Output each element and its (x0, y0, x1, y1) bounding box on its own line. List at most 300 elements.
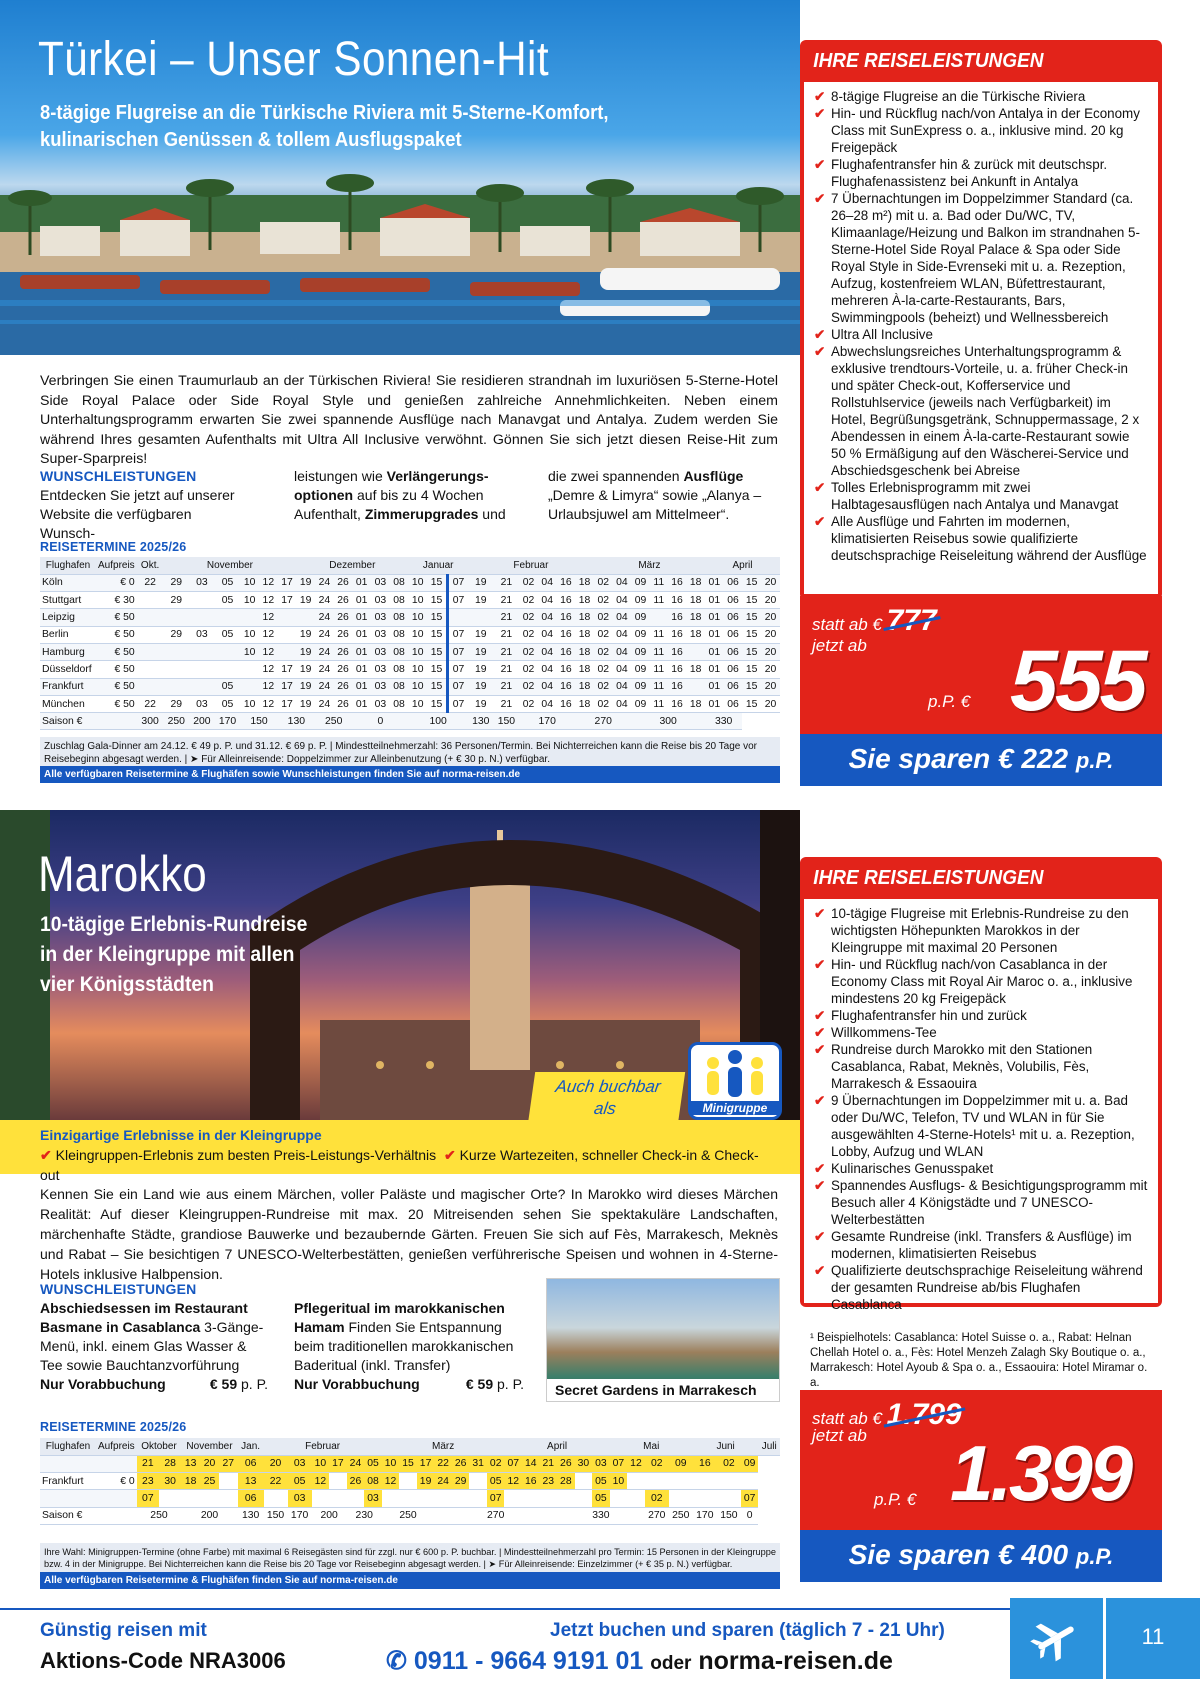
table-cell: 21 (494, 643, 520, 660)
table-cell: 07 (448, 574, 468, 591)
table-cell: 10 (408, 574, 427, 591)
table-cell: 07 (137, 1490, 159, 1507)
table-cell: 17 (278, 695, 297, 712)
table-cell: 03 (371, 574, 390, 591)
morocco-subtitle (40, 910, 307, 1000)
table-cell: 15 (427, 626, 447, 643)
table-cell: 20 (200, 1455, 219, 1472)
benefits-band (0, 1120, 800, 1183)
table-header-cell: April (504, 1438, 609, 1455)
savings-banner (800, 734, 1162, 786)
table-cell: 06 (238, 1455, 264, 1472)
table-header-cell: Oktober (137, 1438, 182, 1455)
table-cell (575, 1473, 593, 1490)
table-cell: 10 (240, 695, 259, 712)
w1-nur: Nur Vorabbuchung (40, 1376, 166, 1392)
old-price-label (812, 604, 937, 638)
table-cell: 02 (594, 592, 613, 609)
table-cell (164, 661, 190, 678)
table-cell (240, 609, 259, 626)
table-cell: München (40, 695, 96, 712)
table-cell: 10 (382, 1455, 400, 1472)
table-cell: 08 (390, 626, 409, 643)
table-cell: 04 (538, 609, 557, 626)
website-link[interactable]: norma-reisen.de (698, 1647, 893, 1675)
table-cell: Stuttgart (40, 592, 96, 609)
table-cell: 12 (259, 643, 278, 660)
table-cell: 18 (575, 574, 594, 591)
saison-row (40, 713, 780, 730)
table-cell: 12 (312, 1473, 330, 1490)
table-cell: 20 (761, 678, 780, 695)
table-cell: 08 (364, 1473, 382, 1490)
table-cell: 11 (650, 574, 668, 591)
table-cell: 20 (761, 661, 780, 678)
table-cell: 05 (215, 592, 241, 609)
saison-price: 200 (312, 1507, 347, 1524)
w1-price: € 59 (209, 1376, 238, 1392)
table-cell (452, 1490, 470, 1507)
table-header-cell: Flughafen (40, 557, 96, 574)
table-cell: 26 (334, 592, 353, 609)
table-cell: 17 (278, 661, 297, 678)
table-cell (650, 609, 668, 626)
table-cell: 03 (371, 626, 390, 643)
service-item: ✔ Hin- und Rückflug nach/von Antalya in der Economy Class mit SunExpress o. a., inklusive mind. 20 kg Freigepäck (814, 105, 1148, 156)
service-item: ✔ Hin- und Rückflug nach/von Casablanca in der Economy Class mit Royal Air Maroc o. a., inklusive mindestens 20 kg Freigepäck (814, 956, 1148, 1007)
table-cell: 15 (427, 609, 447, 626)
table-cell: 15 (399, 1455, 417, 1472)
statt-label: statt ab € (812, 615, 882, 634)
saison-row (40, 1507, 780, 1524)
morocco-subtitle-3: vier Königsstädten (40, 973, 214, 996)
table-cell: 07 (741, 1490, 759, 1507)
morocco-table-note: Ihre Wahl: Minigruppen-Termine (ohne Farbe) mit maximal 6 Reisegästen sind für zzgl. nur € 600 p. P. buchbar. | Mindestteilnehmerzahl pro Termin: 15 Personen in der Kleingruppe bzw. 4 in der Minigruppe. Bei Nichterreichen kann die Reise bis 20 Tage vor Reisebeginn abgesagt werden. | ➤ Für Alleinreisende: Einzelzimmer (+ € 35 p. N.) verfügbar. (40, 1543, 780, 1573)
table-cell: 09 (631, 626, 650, 643)
table-cell: 10 (240, 592, 259, 609)
saison-price: 170 (519, 713, 575, 730)
table-cell: 05 (215, 678, 241, 695)
table-cell: 03 (189, 574, 215, 591)
saison-price: 130 (468, 713, 494, 730)
table-cell: 18 (575, 661, 594, 678)
table-cell: Hamburg (40, 643, 96, 660)
table-cell (164, 609, 190, 626)
table-cell (240, 678, 259, 695)
table-cell: 04 (538, 678, 557, 695)
table-cell: 15 (742, 626, 761, 643)
table-cell: 15 (742, 661, 761, 678)
table-cell (448, 609, 468, 626)
table-row (40, 626, 780, 643)
service-item: ✔ Qualifizierte deutschsprachige Reiseleitung während der gesamten Rundreise ab/bis Flughafen Casablanca (814, 1262, 1148, 1313)
table-header-cell: Juni (693, 1438, 759, 1455)
table-cell (417, 1490, 435, 1507)
wunsch-text-1: Entdecken Sie jetzt auf unserer Website die verfügbaren Wunsch- (40, 487, 235, 541)
table-cell: 16 (668, 592, 687, 609)
subtitle (40, 100, 609, 154)
logo-label: Minigruppe (691, 1101, 779, 1115)
table-cell: 19 (296, 643, 315, 660)
pp-label: p.P. € (928, 692, 971, 711)
table-cell: 10 (408, 626, 427, 643)
table-cell: 09 (631, 678, 650, 695)
table-cell (137, 643, 164, 660)
table-cell: 28 (159, 1455, 181, 1472)
table-cell: 19 (468, 678, 494, 695)
service-item: ✔ Spannendes Ausflugs- & Besichtigungsprogramm mit Besuch aller 4 Königstädte und 7 UNESCO-Welterbestätten (814, 1177, 1148, 1228)
table-cell: 04 (538, 661, 557, 678)
table-cell: 19 (296, 695, 315, 712)
table-cell: 02 (519, 609, 538, 626)
table-row (40, 661, 780, 678)
table-cell: 26 (334, 643, 353, 660)
photo-caption: Secret Gardens in Marrakesch (547, 1379, 779, 1401)
table-cell: 21 (540, 1455, 558, 1472)
wunsch-text-2d: Zimmerupgrades (364, 506, 479, 522)
table-cell: 01 (705, 643, 724, 660)
table-cell: 07 (448, 661, 468, 678)
table-cell: 24 (315, 609, 334, 626)
table-cell: 01 (352, 661, 371, 678)
table-cell: 02 (594, 678, 613, 695)
table-row (40, 592, 780, 609)
table-cell: 02 (594, 661, 613, 678)
saison-price: 100 (408, 713, 468, 730)
table-cell: 12 (259, 592, 278, 609)
table-cell: 03 (371, 661, 390, 678)
table-cell: 02 (519, 626, 538, 643)
band-items (40, 1145, 760, 1185)
w2-nur: Nur Vorabbuchung (294, 1376, 420, 1392)
table-cell: Köln (40, 574, 96, 591)
table-cell (686, 643, 705, 660)
table-cell: 08 (390, 574, 409, 591)
table-cell: 26 (334, 626, 353, 643)
table-cell: 14 (522, 1455, 540, 1472)
morocco-table-note-link[interactable]: Alle verfügbaren Reisetermine & Flughäfen finden Sie auf norma-reisen.de (40, 1572, 780, 1589)
table-cell: 26 (334, 609, 353, 626)
table-cell: 04 (613, 678, 632, 695)
saison-price: 230 (347, 1507, 382, 1524)
service-item: ✔ Ultra All Inclusive (814, 326, 1148, 343)
table-cell: 21 (494, 661, 520, 678)
table-cell: € 0 (96, 574, 137, 591)
service-item: ✔ Tolles Erlebnisprogramm mit zwei Halbtagesausflügen nach Antalya und Manavgat (814, 479, 1148, 513)
table-cell: 06 (724, 661, 743, 678)
table-cell: 20 (761, 592, 780, 609)
footer-line (0, 1608, 1010, 1610)
table-cell: 09 (631, 695, 650, 712)
table-cell: 12 (382, 1473, 400, 1490)
table-cell: 21 (137, 1455, 159, 1472)
table-cell: 15 (742, 592, 761, 609)
table-cell: 05 (215, 695, 241, 712)
w2-title: Pflegeritual im marokkanischen Hamam (294, 1300, 505, 1335)
w2-price: € 59 (465, 1376, 494, 1392)
table-cell: 19 (296, 661, 315, 678)
table-cell: 08 (390, 609, 409, 626)
table-cell (717, 1473, 741, 1490)
table-cell: 16 (557, 643, 576, 660)
table-cell: 04 (538, 592, 557, 609)
table-cell: 12 (259, 661, 278, 678)
table-cell: 16 (668, 574, 687, 591)
wunsch-col-3 (548, 467, 780, 524)
service-item: ✔ Abwechslungsreiches Unterhaltungsprogramm & exklusive trendtours-Vorteile, u. a. früher Check-in und später Check-out, Kofferservice und Rollstuhlservice (jeweils nach Verfügbarkeit) im Hotel, Begrüßungsgetränk, Schnuppermassage, 2 x Abendessen in einem À-la-carte-Restaurant sowie 50 % Ermäßigung auf den Wäscherei-Service und Abschiedsgeschenk bei Abreise (814, 343, 1148, 479)
table-cell: 05 (215, 574, 241, 591)
table-cell: 03 (288, 1490, 312, 1507)
table-cell: 02 (594, 626, 613, 643)
table-cell: 11 (650, 678, 668, 695)
saison-price: 200 (181, 1507, 237, 1524)
table-cell: 03 (189, 626, 215, 643)
saison-label: Saison € (40, 1507, 137, 1524)
price-block (800, 596, 1162, 734)
table-cell: 26 (557, 1455, 575, 1472)
table-cell (181, 1490, 200, 1507)
w1-pp: p. P. (241, 1376, 268, 1392)
services-heading: IHRE REISELEISTUNGEN (813, 50, 1044, 72)
table-cell: 19 (296, 592, 315, 609)
table-cell: 20 (761, 574, 780, 591)
table-cell: € 50 (96, 626, 137, 643)
table-cell: 30 (575, 1455, 593, 1472)
old-price: 777 (886, 604, 937, 637)
table-cell: 15 (427, 695, 447, 712)
table-cell: 12 (259, 626, 278, 643)
table-cell: 16 (668, 643, 687, 660)
table-row (40, 1473, 780, 1490)
table-cell: 10 (312, 1455, 330, 1472)
table-cell: 07 (504, 1455, 522, 1472)
table-cell (189, 678, 215, 695)
table-cell: 20 (264, 1455, 288, 1472)
table-cell: 29 (164, 592, 190, 609)
table-cell (137, 609, 164, 626)
table-cell (215, 609, 241, 626)
table-cell: 28 (557, 1473, 575, 1490)
table-cell: 10 (240, 574, 259, 591)
table-cell: 24 (315, 626, 334, 643)
table-cell: 29 (164, 574, 190, 591)
table-cell: 04 (613, 695, 632, 712)
table-cell: 02 (519, 574, 538, 591)
table-cell: 01 (352, 609, 371, 626)
table-cell: 20 (761, 609, 780, 626)
table-cell: 02 (594, 643, 613, 660)
savings-amount: Sie sparen € 400 (848, 1539, 1069, 1570)
table-cell: 19 (468, 643, 494, 660)
new-price: 1.399 (950, 1429, 1131, 1517)
table-cell (399, 1490, 417, 1507)
band-title: Einzigartige Erlebnisse in der Kleingruppe (40, 1127, 322, 1143)
morocco-services-heading: IHRE REISELEISTUNGEN (813, 867, 1044, 889)
table-cell (741, 1473, 759, 1490)
table-cell: 03 (189, 695, 215, 712)
table-cell: 11 (650, 592, 668, 609)
table-cell: 11 (650, 695, 668, 712)
table-cell (189, 661, 215, 678)
table-cell: 18 (181, 1473, 200, 1490)
table-cell: 10 (408, 609, 427, 626)
table-header-cell: Jan. (238, 1438, 264, 1455)
saison-price: 270 (645, 1507, 669, 1524)
wunsch-col-2 (294, 467, 512, 524)
table-cell: 12 (259, 574, 278, 591)
table-header-cell: Aufpreis (96, 1438, 137, 1455)
table-cell (312, 1490, 330, 1507)
table-cell: 21 (494, 574, 520, 591)
w2-pp: p. P. (497, 1376, 524, 1392)
table-cell (434, 1490, 452, 1507)
saison-price: 170 (215, 713, 241, 730)
table-cell: € 50 (96, 678, 137, 695)
table-cell: 02 (717, 1455, 741, 1472)
table-cell: 29 (164, 695, 190, 712)
morocco-mosque-photo (0, 810, 800, 1120)
table-cell: 06 (724, 626, 743, 643)
table-cell: 18 (575, 626, 594, 643)
table-cell: 20 (761, 626, 780, 643)
table-header-cell: März (594, 557, 705, 574)
table-cell: Leipzig (40, 609, 96, 626)
people-icon (691, 1047, 779, 1099)
table-cell (399, 1473, 417, 1490)
table-cell: 21 (494, 592, 520, 609)
table-cell (669, 1490, 693, 1507)
table-cell: 18 (686, 626, 705, 643)
turkey-section (0, 0, 1200, 800)
table-row (40, 609, 780, 626)
table-header-cell: Flughafen (40, 1438, 96, 1455)
table-cell: 18 (575, 695, 594, 712)
table-cell: 02 (487, 1455, 505, 1472)
table-cell: 21 (494, 609, 520, 626)
table-cell (645, 1473, 669, 1490)
table-cell: 02 (519, 643, 538, 660)
table-cell: 18 (575, 643, 594, 660)
table-cell: 15 (742, 678, 761, 695)
table-header-cell: Okt. (137, 557, 164, 574)
table-cell: 09 (631, 643, 650, 660)
contact-line[interactable] (386, 1646, 893, 1676)
table-cell: 24 (315, 574, 334, 591)
services-list (804, 82, 1158, 594)
table-cell: 18 (686, 592, 705, 609)
service-item: ✔ Flughafentransfer hin & zurück mit deutschspr. Flughafenassistenz bei Ankunft in Antalya (814, 156, 1148, 190)
table-cell: 24 (315, 695, 334, 712)
table-cell: 18 (575, 592, 594, 609)
hotel-footnote: ¹ Beispielhotels: Casablanca: Hotel Suisse o. a., Rabat: Helnan Chellah Hotel o. a., Fès: Hotel Menzeh Zalagh Sky Boutique o. a., Marrakesch: Hotel Ayoub & Spa o. a., Essaouira: Hotel Miramar o. a. (804, 1331, 1158, 1389)
table-cell: 22 (137, 695, 164, 712)
table-cell: 05 (592, 1473, 610, 1490)
table-row (40, 1490, 780, 1507)
table-cell: 02 (519, 661, 538, 678)
wunsch-text-2a: leistungen wie (294, 468, 387, 484)
saison-price: 150 (240, 713, 277, 730)
table-row (40, 1455, 780, 1472)
service-item: ✔ Kulinarisches Genusspaket (814, 1160, 1148, 1177)
table-cell: 15 (427, 678, 447, 695)
minigruppe-logo (688, 1042, 782, 1120)
table-cell: 21 (494, 695, 520, 712)
table-cell: 05 (487, 1473, 505, 1490)
table-cell (278, 609, 297, 626)
table-cell (219, 1473, 238, 1490)
band-item-1: Kleingruppen-Erlebnis zum besten Preis-Leistungs-Verhältnis (55, 1147, 437, 1163)
table-row (40, 678, 780, 695)
table-cell: 02 (519, 678, 538, 695)
table-cell: 16 (668, 695, 687, 712)
table-cell (693, 1490, 717, 1507)
table-cell: 09 (741, 1455, 759, 1472)
table-cell: 12 (504, 1473, 522, 1490)
morocco-wunsch-heading: WUNSCHLEISTUNGEN (40, 1281, 197, 1297)
saison-price: 330 (557, 1507, 645, 1524)
pp-label: p.P. € (874, 1490, 917, 1509)
wunsch-text-2b: Verlängerungs-optionen (294, 468, 489, 503)
secret-gardens-photo (546, 1278, 780, 1402)
saison-price: 250 (137, 1507, 182, 1524)
table-header-cell: März (382, 1438, 505, 1455)
dates-table-morocco (40, 1438, 780, 1525)
table-cell: 09 (631, 609, 650, 626)
table-cell: 09 (631, 592, 650, 609)
table-header-cell: November (181, 1438, 237, 1455)
table-cell: 12 (259, 609, 278, 626)
table-cell: 05 (215, 626, 241, 643)
table-cell: 01 (705, 592, 724, 609)
new-price: 555 (1010, 633, 1145, 729)
table-cell: 04 (538, 626, 557, 643)
table-cell: 20 (761, 695, 780, 712)
table-cell: 15 (742, 609, 761, 626)
w1-text: 3-Gänge-Menü, inkl. einem Glas Wasser & Tee sowie Bauchtanzvorführung (40, 1319, 264, 1373)
table-cell: 06 (724, 592, 743, 609)
table-row (40, 695, 780, 712)
table-cell (693, 1473, 717, 1490)
table-header-cell: Februar (468, 557, 594, 574)
table-note-link[interactable]: Alle verfügbaren Reisetermine & Flughäfen sowie Wunschleistungen finden Sie auf norma-reisen.de (40, 766, 780, 783)
phone-number[interactable]: 0911 - 9664 9191 01 (413, 1647, 644, 1675)
table-cell: 04 (613, 609, 632, 626)
table-cell: 01 (352, 678, 371, 695)
table-cell (347, 1490, 365, 1507)
saison-price: 130 (238, 1507, 264, 1524)
table-cell: 03 (371, 678, 390, 695)
table-cell: 26 (334, 695, 353, 712)
table-cell: 02 (594, 609, 613, 626)
table-cell (137, 626, 164, 643)
table-cell: 16 (668, 609, 687, 626)
table-cell: 02 (519, 695, 538, 712)
table-row (40, 574, 780, 591)
wunsch-col-1 (40, 467, 250, 543)
table-cell: 04 (538, 643, 557, 660)
table-cell (137, 592, 164, 609)
table-cell: 19 (296, 678, 315, 695)
intro-text: Verbringen Sie einen Traumurlaub an der Türkischen Riviera! Sie residieren strandnah im luxuriösen 5-Sterne-Hotel Side Royal Palace oder Side Royal Style und genießen zahlreiche Annehmlichkeiten. Neben einem Unterhaltungsprogramm erwarten Sie zwei spannende Ausflüge nach Manavgat und Antalya. Zudem werden Sie während Ihres gesamten Aufenthalts mit Ultra All Inclusive verwöhnt. Gönnen Sie sich jetzt diesen Reise-Hit zum Super-Sparpreis! (40, 373, 778, 468)
table-cell: 16 (557, 626, 576, 643)
table-cell: 12 (259, 678, 278, 695)
table-cell: 18 (575, 609, 594, 626)
phone-icon: ✆ (386, 1647, 407, 1675)
service-item: ✔ 7 Übernachtungen im Doppelzimmer Standard (ca. 26–28 m²) mit u. a. Bad oder Du/WC, TV, Klimaanlage/Heizung und Balkon im strandnahen 5-Sterne-Hotel Side Royal Palace & Spa oder Side Royal Style in Side-Evrenseki mit u. a. Rezeption, Aufzug, kostenfreiem WLAN, Büfettrestaurant, mehreren À-la-carte-Restaurants, Bars, Swimmingpools (beheizt) und Wellnessbereich (814, 190, 1148, 326)
table-cell (264, 1490, 288, 1507)
table-cell: 25 (200, 1473, 219, 1490)
saison-price: 150 (494, 713, 520, 730)
